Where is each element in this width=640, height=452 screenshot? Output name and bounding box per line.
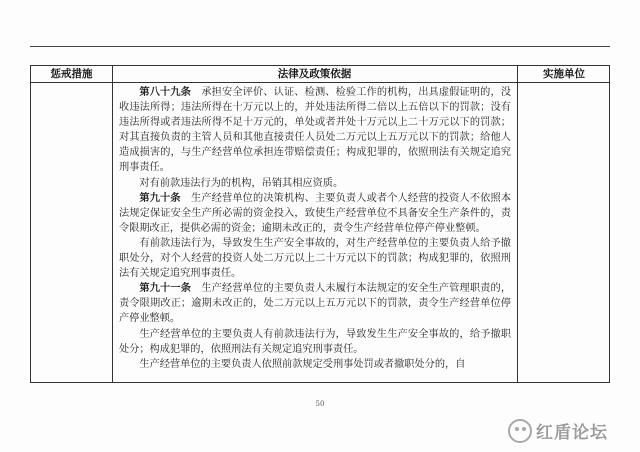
paragraph-text: 承担安全评价、认证、检测、检验工作的机构，出具虚假证明的，没收违法所得；违法所得在十万元以上的，并处违法所得二倍以上五倍以下的罚款；没有违法所得或者违法所得不足十万元的，单处或者并处十万元以上二十万元以下的罚款；对其直接负责的主管人员和其他直接责任人员处二万元以上五万元以下的罚款；给他人造成损害的，与生产经营单位承担连带赔偿责任；构成犯罪的，依照刑法有关规定追究刑事责任。: [119, 87, 512, 174]
paragraph: [119, 357, 511, 372]
paragraph-text: 生产经营单位的主要负责人有前款违法行为，导致发生生产安全事故的，给予撤职处分；构成犯罪的，依照刑法有关规定追究刑事责任。: [119, 328, 511, 355]
paragraph: [119, 281, 511, 326]
header-legal-basis: 法律及政策依据: [277, 68, 352, 80]
header-divider: [31, 82, 609, 83]
column-divider: [517, 66, 518, 382]
article-title: 第九十条: [139, 192, 181, 204]
paragraph: [119, 327, 511, 357]
paragraph: [119, 85, 511, 176]
paragraph: [119, 176, 511, 191]
paragraph-text: 生产经营单位的主要负责人依照前款规定受刑事处罚或者撤职处分的，自: [139, 358, 466, 370]
paragraph-text: 生产经营单位的主要负责人未履行本法规定的安全生产管理职责的，责令限期改正；逾期未改正的，处二万元以上五万元以下的罚款，责令生产经营单位停产停业整顿。: [119, 283, 512, 325]
paragraph: [119, 191, 511, 236]
top-rule: [30, 46, 610, 47]
page-number: 50: [315, 400, 325, 408]
paragraph-text: 对有前款违法行为的机构，吊销其相应资质。: [139, 177, 344, 189]
column-divider: [112, 66, 113, 382]
paragraph-text: 生产经营单位的决策机构、主要负责人或者个人经营的投资人不依照本法规定保证安全生产所必需的资金投入，致使生产经营单位不具备安全生产条件的，责令限期改正，提供必需的资金；逾期未改正的，责令生产经营单位停产停业整顿。: [119, 192, 512, 234]
watermark-text: 红盾论坛: [536, 423, 608, 443]
article-title: 第九十一条: [139, 283, 192, 295]
header-implementing-unit: 实施单位: [543, 68, 585, 80]
regulation-table: [30, 65, 610, 383]
chat-bubble-icon: [508, 419, 532, 443]
article-title: 第八十九条: [139, 87, 192, 98]
paragraph-text: 有前款违法行为，导致发生生产安全事故的，对生产经营单位的主要负责人给予撤职处分，对个人经营的投资人处二万元以上二十万元以下的罚款；构成犯罪的，依照刑法有关规定追究刑事责任。: [119, 237, 511, 280]
paragraph: [119, 236, 511, 281]
watermark: [508, 418, 608, 443]
header-measures: 惩戒措施: [50, 68, 93, 80]
legal-basis-text: [119, 85, 511, 372]
